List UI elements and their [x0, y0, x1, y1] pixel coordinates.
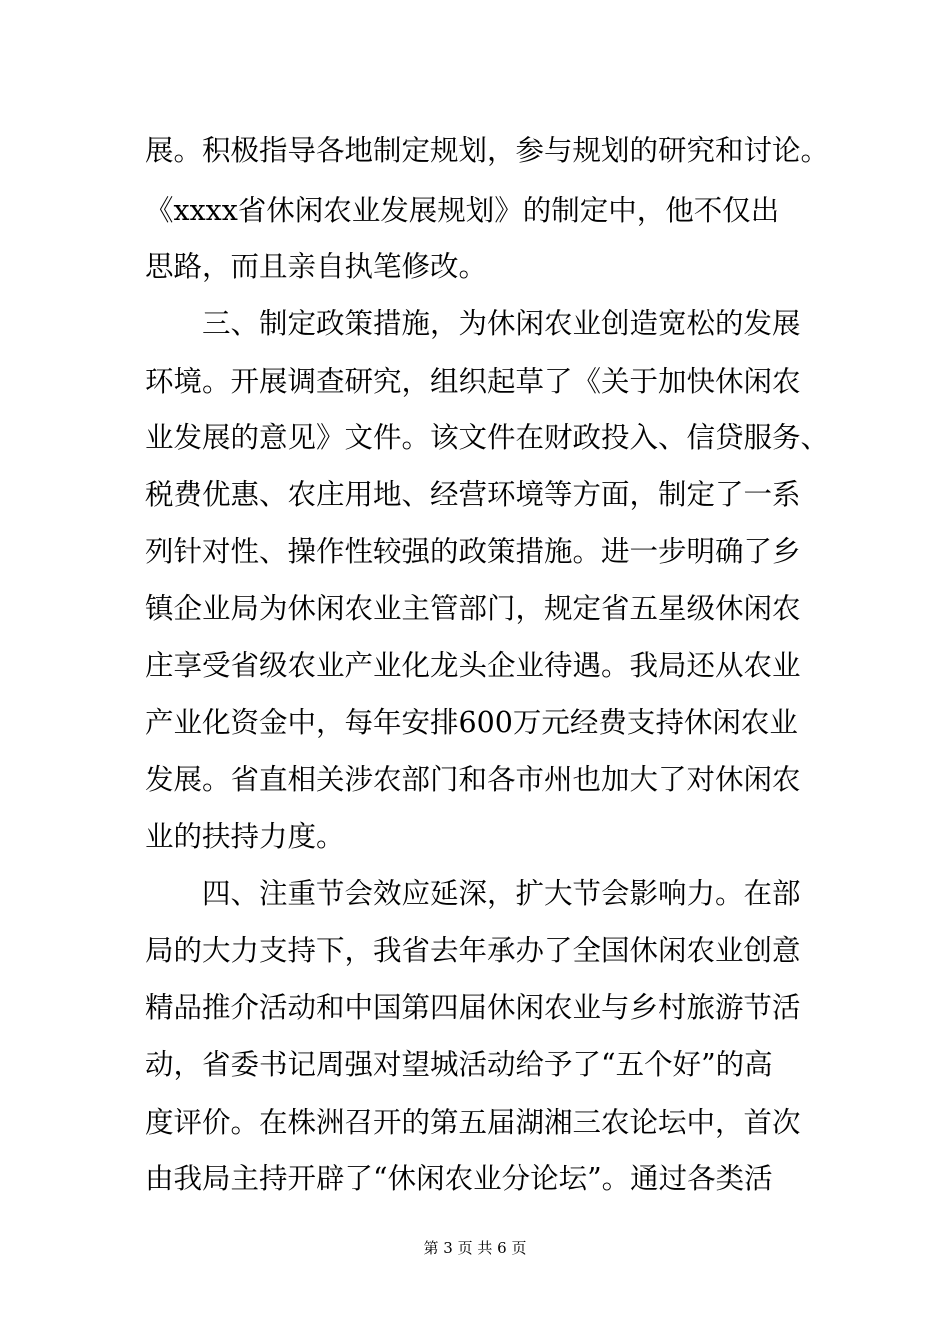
- body-line: 动，省委书记周强对望城活动给予了“五个好”的高: [145, 1048, 773, 1081]
- page-number: 第 3 页 共 6 页: [423, 1239, 527, 1257]
- body-line: 业发展的意见》文件。该文件在财政投入、信贷服务、: [145, 421, 830, 454]
- body-line: 三、制定政策措施，为休闲农业创造宽松的发展: [145, 307, 801, 340]
- body-line: 环境。开展调查研究，组织起草了《关于加快休闲农: [145, 365, 801, 398]
- body-line: 镇企业局为休闲农业主管部门，规定省五星级休闲农: [145, 592, 801, 625]
- body-line: 思路，而且亲自执笔修改。: [145, 250, 488, 283]
- body-line: 发展。省直相关涉农部门和各市州也加大了对休闲农: [145, 763, 801, 796]
- body-line: 四、注重节会效应延深，扩大节会影响力。在部: [145, 877, 801, 910]
- body-line: 展。积极指导各地制定规划，参与规划的研究和讨论。: [145, 134, 830, 167]
- body-line: 度评价。在株洲召开的第五届湖湘三农论坛中，首次: [145, 1106, 801, 1139]
- body-line: 庄享受省级农业产业化龙头企业待遇。我局还从农业: [145, 649, 801, 682]
- body-line: 局的大力支持下，我省去年承办了全国休闲农业创意: [145, 934, 801, 967]
- body-line: 由我局主持开辟了“休闲农业分论坛”。通过各类活: [145, 1162, 773, 1195]
- body-line: 产业化资金中，每年安排600万元经费支持休闲农业: [145, 706, 798, 739]
- body-line: 《xxxx省休闲农业发展规划》的制定中，他不仅出: [145, 194, 780, 227]
- body-line: 业的扶持力度。: [145, 820, 345, 853]
- body-line: 列针对性、操作性较强的政策措施。进一步明确了乡: [145, 535, 801, 568]
- body-line: 税费优惠、农庄用地、经营环境等方面，制定了一系: [145, 478, 801, 511]
- body-line: 精品推介活动和中国第四届休闲农业与乡村旅游节活: [145, 991, 801, 1024]
